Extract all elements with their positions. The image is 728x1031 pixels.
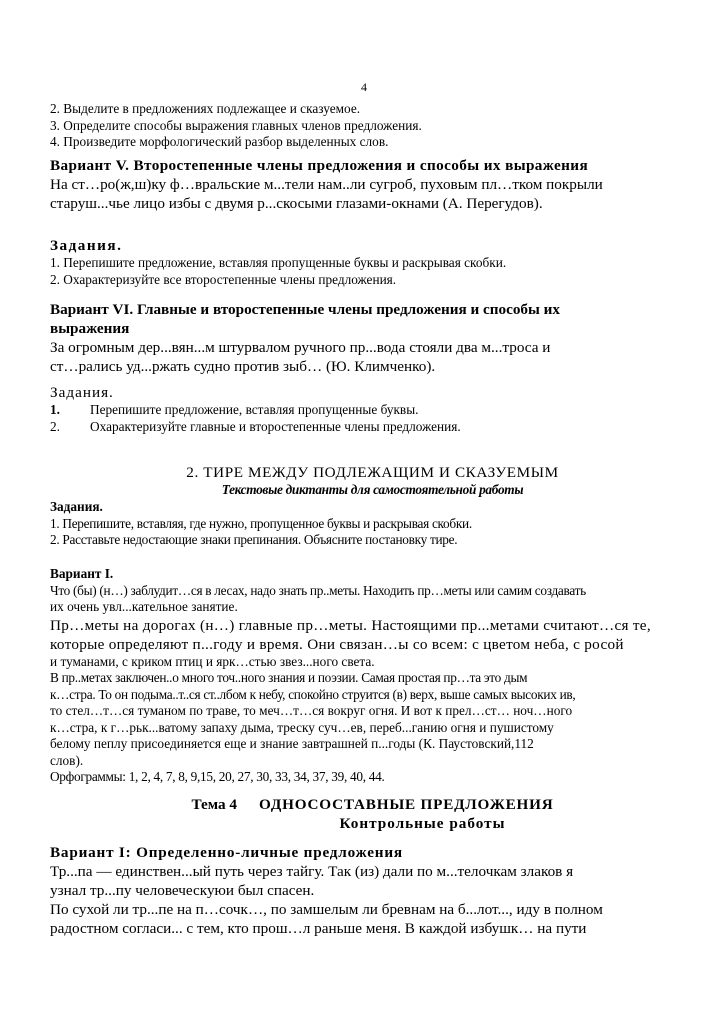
variant-6-text-line: ст…рались уд...ржать судно против зыб… (Ю. Климченко).	[50, 358, 436, 375]
top-tasks	[50, 101, 695, 151]
task-line: 1. Перепишите предложение, вставляя пропущенные буквы и раскрывая скобки.	[50, 255, 507, 270]
variant-title: Вариант I: Определенно-личные предложения	[50, 844, 403, 861]
variant-5-text-line: старуш...чье лицо избы с двумя р...скосыми глазами-окнами (А. Перегудов).	[50, 195, 543, 212]
variant-5-tasks	[50, 236, 695, 288]
task-text: Охарактеризуйте главные и второстепенные члены предложения.	[90, 418, 461, 434]
topic-title: ОДНОСОСТАВНЫЕ ПРЕДЛОЖЕНИЯ	[258, 796, 554, 813]
page-number: 4	[361, 80, 367, 94]
tasks-title: Задания.	[50, 384, 114, 401]
tasks-title: Задания.	[50, 237, 123, 254]
text-line: По сухой ли тр...пе на п…сочк…, по замшелым ли бревнам на б...лот..., иду в полном	[50, 901, 603, 918]
section-2-variant	[50, 566, 695, 786]
section-2-header	[50, 463, 695, 499]
variant-6-text-line: За огромным дер...вян...м штурвалом ручного пр...вода стояли два м...троса и	[50, 339, 551, 356]
task-item	[50, 402, 695, 419]
topic-title-row	[50, 795, 695, 814]
text-line: и туманами, с криком птиц и ярк…стью звез...ного света.	[50, 653, 375, 669]
topic-label: Тема 4	[191, 796, 237, 813]
task-line: 4. Произведите морфологический разбор выделенных слов.	[50, 134, 389, 149]
topic-4-variant	[50, 843, 695, 938]
variant-6-title: Вариант VI. Главные и второстепенные члены предложения и способы их	[50, 301, 561, 318]
text-line: узнал тр...пу человеческуюи был спасен.	[50, 882, 315, 899]
task-line: 2. Расставьте недостающие знаки препинания. Объясните постановку тире.	[50, 532, 458, 547]
section-title: 2. ТИРЕ МЕЖДУ ПОДЛЕЖАЩИМ И СКАЗУЕМЫМ	[186, 464, 559, 481]
topic-4-header	[50, 795, 695, 833]
section-2-tasks	[50, 499, 695, 549]
text-line: к…стра, к г…рьк...ватому запаху дыма, треску суч…ев, переб...ганию огня и пушистому	[50, 719, 554, 735]
tasks-title: Задания.	[50, 499, 103, 514]
section-subtitle: Текстовые диктанты для самостоятельной работы	[221, 482, 524, 497]
topic-subtitle: Контрольные работы	[339, 815, 506, 832]
variant-title: Вариант I.	[50, 566, 114, 581]
task-line: 1. Перепишите, вставляя, где нужно, пропущенное буквы и раскрывая скобки.	[50, 515, 472, 531]
variant-6-title-cont: выражения	[50, 320, 130, 337]
text-line: Тр...па — единствен...ый путь через тайгу. Так (из) дали по м...телочкам злаков я	[50, 863, 574, 880]
text-line: Пр…меты на дорогах (н…) главные пр…меты. Настоящими пр...метами считают…ся те,	[50, 616, 651, 634]
variant-5	[50, 156, 695, 213]
text-line: радостном согласи... с тем, кто прош…л раньше меня. В каждой избушк… на пути	[50, 920, 587, 937]
text-line: к…стра. То он подыма..т..ся ст..лбом к небу, спокойно струится (в) верх, выше самых высоких ив,	[50, 686, 576, 702]
task-line: 2. Выделите в предложениях подлежащее и сказуемое.	[50, 101, 361, 116]
task-line: 3. Определите способы выражения главных членов предложения.	[50, 117, 422, 133]
orthograms-line: Орфограммы: 1, 2, 4, 7, 8, 9,15, 20, 27, 30, 33, 34, 37, 39, 40, 44.	[50, 769, 385, 784]
task-number: 1.	[50, 402, 60, 417]
text-line: слов).	[50, 752, 84, 768]
variant-5-text-line: На ст…ро(ж,ш)ку ф…вральские м...тели нам..ли сугроб, пуховым пл…тком покрыли	[50, 176, 603, 193]
task-line: 2. Охарактеризуйте все второстепенные члены предложения.	[50, 271, 397, 287]
task-number: 2.	[50, 418, 60, 434]
text-line: которые определяют п...году и время. Они связан…ы со всем: с цветом неба, с росой	[50, 635, 624, 653]
variant-5-title: Вариант V. Второстепенные члены предложения и способы их выражения	[50, 157, 589, 174]
text-line: В пр..метах заключен..о много точ..ного знания и поэзии. Самая простая пр…та это дым	[50, 670, 528, 685]
text-line: белому пеплу присоединяется еще и знание завтрашней п...годы (К. Паустовский,112	[50, 736, 534, 751]
text-line: Что (бы) (н…) заблудит…ся в лесах, надо знать пр..меты. Находить пр…меты или самим создавать	[50, 582, 586, 598]
task-item	[50, 419, 695, 436]
text-line: то стел…т…ся туманом по траве, то меч…т…ся вокруг огня. И вот к прел…ст… ноч…ного	[50, 703, 573, 718]
text-line: их очень увл...кательное занятие.	[50, 599, 238, 614]
variant-6	[50, 300, 695, 376]
variant-6-tasks	[50, 383, 695, 435]
task-text: Перепишите предложение, вставляя пропущенные буквы.	[90, 402, 419, 417]
